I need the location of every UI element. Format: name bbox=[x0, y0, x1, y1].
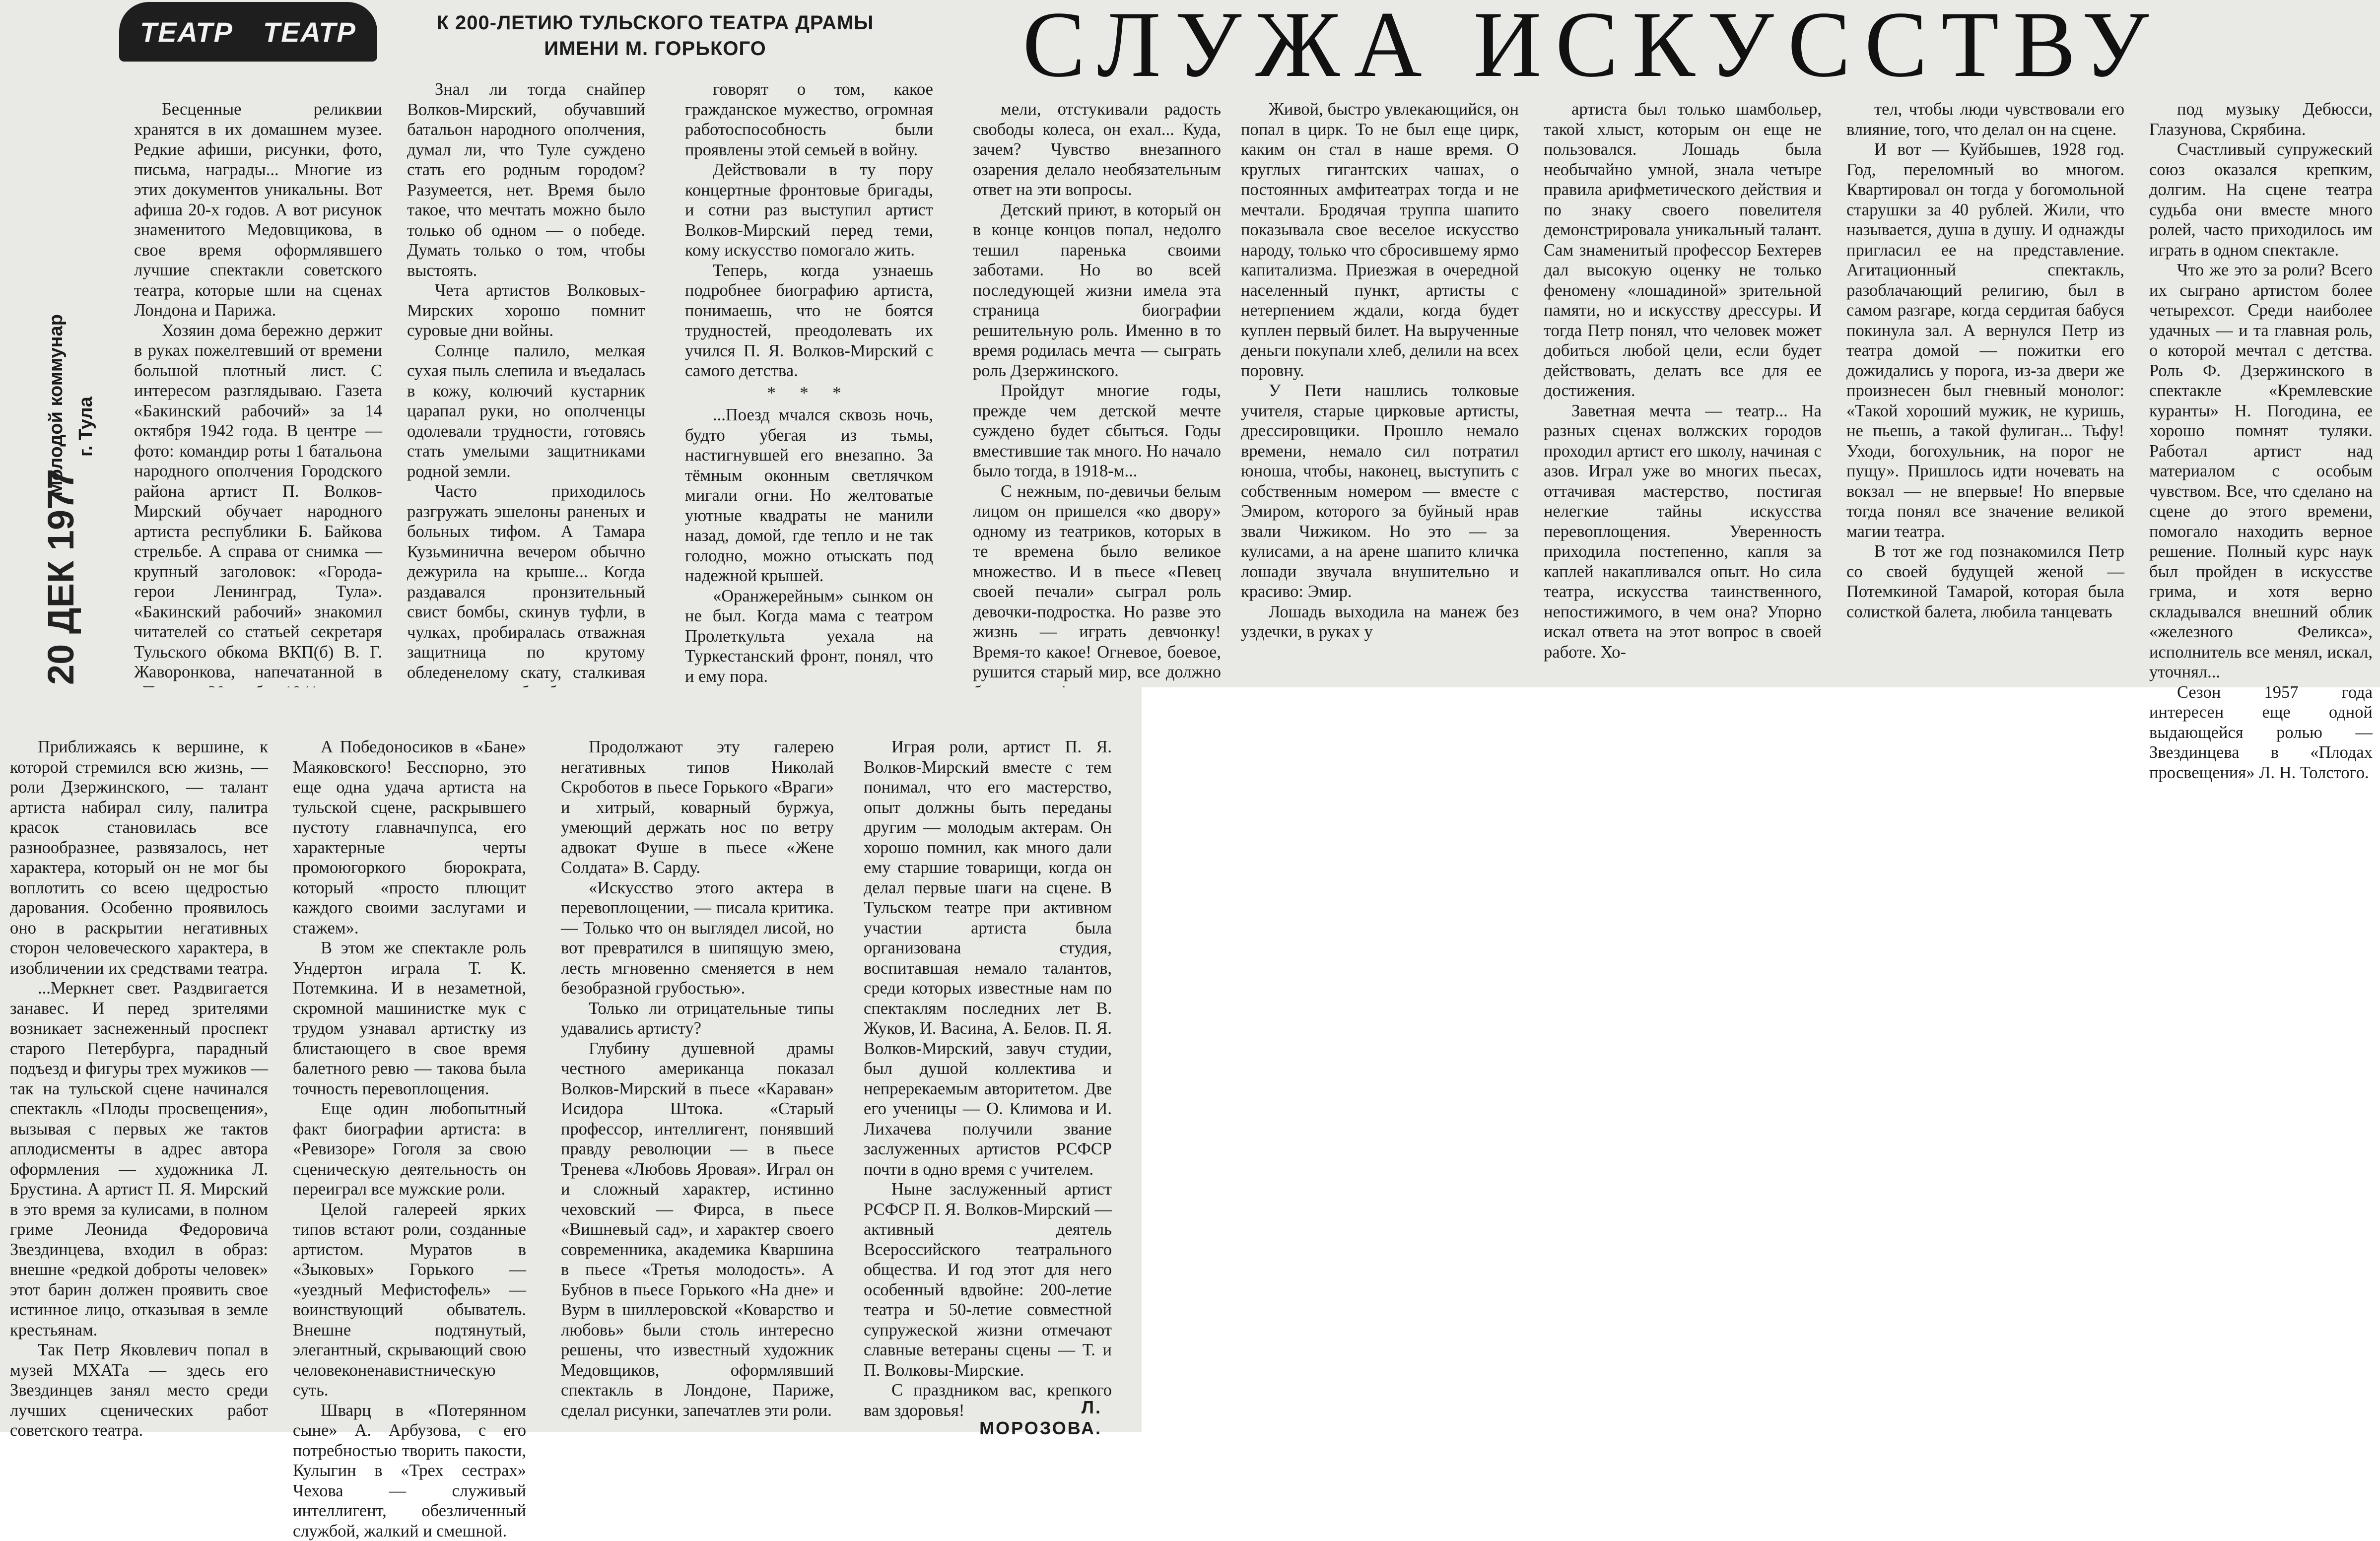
badge-label-right: ТЕАТР bbox=[263, 16, 356, 48]
supertitle-line-1: К 200-ЛЕТИЮ ТУЛЬСКОГО ТЕАТРА ДРАМЫ bbox=[407, 10, 903, 36]
paragraph: «Оранжерейным» сынком он не был. Когда мама с театром Пролеткульта уехала на Туркестанский фронт, понял, что и ему пора. bbox=[685, 586, 933, 687]
paragraph: Заветная мечта — театр... На разных сценах волжских городов проходил артист его школу, начиная с азов. Играл уже во многих пьесах, оттачивая мастерство, постигая нелегкие тайны искусства перевоплощения. Уверенность приходила постепенно, капля за каплей накапливался опыт. Но сила театра, искусства таинственного, непостижимого, в чем она? Упорно искал ответа на этот вопрос в своей работе. Хо- bbox=[1544, 401, 1822, 663]
paragraph: говорят о том, какое гражданское мужество, огромная работоспособность были проявлены этой семьей в войну. bbox=[685, 79, 933, 160]
top-column-1 bbox=[134, 99, 382, 685]
top-column-4 bbox=[973, 99, 1221, 685]
article-headline: СЛУЖА ИСКУССТВУ bbox=[1022, 0, 2373, 94]
article-supertitle bbox=[407, 10, 903, 62]
paragraph: Сезон 1957 года интересен еще одной выдающейся ролью — Звездинцева в «Плодах просвещения» Л. Н. Толстого. bbox=[2149, 682, 2373, 783]
newspaper-name: Молодой коммунар bbox=[46, 314, 67, 496]
top-column-6 bbox=[1544, 99, 1822, 685]
article-bottom-clipping bbox=[0, 687, 1142, 1432]
paragraph: Теперь, когда узнаешь подробнее биографию артиста, понимаешь, что не боятся трудностей, преодолевать их учился П. Я. Волков-Мирский с самого детства. bbox=[685, 261, 933, 381]
paragraph: Детский приют, в который он в конце концов попал, недолго тешил паренька своими заботами. Но во всей последующей жизни имела эта страница биографии решительную роль. Именно в то время родилась мечта — сыграть роль Дзержинского. bbox=[973, 200, 1221, 381]
date-stamp bbox=[25, 496, 84, 685]
date-stamp-text: 20 ДЕК 1977 bbox=[40, 469, 82, 685]
paragraph: Что же это за роли? Всего их сыграно артистом более четырехсот. Среди наиболее удачных — и та главная роль, о которой мечтал с детства. Роль Ф. Дзержинского в спектакле «Кремлевские куранты» Н. Погодина, ее хорошо помнят туляки. Работал артист над материалом с особым чувством. Все, что сделано на сцене до этого времени, помогало находить верное решение. Полный курс наук был пройден в искусстве грима, и хотя верно складывался внешний облик «железного Феликса», исполнитель все менял, искал, уточнял... bbox=[2149, 260, 2373, 682]
badge-label-left: ТЕАТР bbox=[140, 16, 233, 48]
paragraph: Часто приходилось разгружать эшелоны раненых и больных тифом. А Тамара Кузьминична вечером обычно дежурила на крыше... Когда раздавался пронзительный свист бомбы, скинув туфли, в чулках, пробиралась отважная защитница по крутому обледенелому скату, сталкивая bbox=[407, 481, 645, 703]
paragraph: Знал ли тогда снайпер Волков-Мирский, обучавший батальон народного ополчения, думал ли, что Туле суждено стать его родным городом? Разумеется, нет. Время было такое, что мечтать можно было только об одном — о победе. Думать только о том, чтобы выстоять. bbox=[407, 79, 645, 280]
bottom-column-3 bbox=[561, 737, 834, 1422]
supertitle-line-2: ИМЕНИ М. ГОРЬКОГО bbox=[407, 36, 903, 62]
section-badge bbox=[119, 2, 377, 62]
paragraph: Еще один любопытный факт биографии артиста: в «Ревизоре» Гоголя за свою сценическую деятельность он переиграл все мужские роли. bbox=[293, 1099, 526, 1200]
top-column-3 bbox=[685, 79, 933, 685]
paragraph: Ныне заслуженный артист РСФСР П. Я. Волков-Мирский — активный деятель Всероссийского театрального общества. И год этот для него особенный вдвойне: 200-летие театра и 50-летие совместной супружеской жизни отмечают славные ветераны сцены — Т. и П. Волковы-Мирские. bbox=[864, 1179, 1112, 1380]
article-top-clipping bbox=[0, 0, 2380, 687]
paragraph: Лошадь выходила на манеж без уздечки, в руках у bbox=[1241, 602, 1519, 642]
paragraph: артиста был только шамбольер, такой хлыст, которым он еще не пользовался. Лошадь была необычайно умной, знала четыре правила арифметического действия и по знаку своего повелителя демонстрировала уникальный талант. Сам знаменитый профессор Бехтерев дал высокую оценку не только феномену «лошадиной» зрительной памяти, но и искусству дрессуры. И тогда Петр понял, что человек может добиться любой цели, если будет действовать, делать все для ее достижения. bbox=[1544, 99, 1822, 401]
paragraph: В тот же год познакомился Петр со своей будущей женой — Потемкиной Тамарой, которая была солисткой балета, любила танцевать bbox=[1846, 541, 2124, 622]
paragraph: В этом же спектакле роль Ундертон играла Т. К. Потемкина. И в незаметной, скромной машинистке мук с трудом узнавал артистку из блистающего в свое время балетного ревю — такова была точность перевоплощения. bbox=[293, 938, 526, 1099]
paragraph: Пройдут многие годы, прежде чем детской мечте суждено будет сбыться. Годы вместившие так много. Но начало было тогда, в 1918-м... bbox=[973, 381, 1221, 481]
paragraph: Целой галереей ярких типов встают роли, созданные артистом. Муратов в «Зыковых» Горького — «уездный Мефистофель» — воинствующий обыватель. Внешне подтянутый, элегантный, скрывающий свою человеконенавистническую суть. bbox=[293, 1200, 526, 1401]
paragraph: Так Петр Яковлевич попал в музей МХАТа — здесь его Звездинцев занял место среди лучших сценических работ советского театра. bbox=[10, 1340, 268, 1441]
bottom-column-1 bbox=[10, 737, 268, 1422]
paragraph: Бесценные реликвии хранятся в их домашнем музее. Редкие афиши, рисунки, фото, письма, награды... Многие из этих документов уникальны. Вот афиша 20-х годов. А вот рисунок знаменитого Медовщикова, в свое время оформлявшего лучшие спектакли советского театра, которые шли на сценах Лондона и Парижа. bbox=[134, 99, 382, 321]
paragraph: Только ли отрицательные типы удавались артисту? bbox=[561, 999, 834, 1039]
paragraph: «Искусство этого актера в перевоплощении, — писала критика. — Только что он выглядел лисой, но вот превратился в шипящую змею, лесть мгновенно сменяется в нем безобразной грубостью». bbox=[561, 878, 834, 999]
top-column-5 bbox=[1241, 99, 1519, 685]
paragraph: А Победоносиков в «Бане» Маяковского! Бесспорно, это еще одна удача артиста на тульской сцене, раскрывшего пустоту главначпупса, его характерные черты промоюгоркого бюрократа, который «просто плющит каждого своими заслугами и стажем». bbox=[293, 737, 526, 938]
paragraph: Солнце палило, мелкая сухая пыль слепила и въедалась в кожу, колючий кустарник царапал руки, но ополченцы одолевали трудности, готовясь стать умелыми защитниками родной земли. bbox=[407, 341, 645, 482]
paragraph: Счастливый супружеский союз оказался крепким, долгим. На сцене театра судьба они вместе много ролей, часто приходилось им играть в одном спектакле. bbox=[2149, 139, 2373, 260]
paragraph: С нежным, по-девичьи белым лицом он пришелся «ко двору» одному из театриков, которых в те времена было великое множество. И в пьесе «Певец своей печали» сыграл роль девочки-подростка. Но разве это жизнь — играть девчонку! Время-то какое! Огневое, боевое, рушится старый мир, все должно bbox=[973, 481, 1221, 703]
paragraph: Глубину душевной драмы честного американца показал Волков-Мирский в пьесе «Караван» Исидора Штока. «Старый профессор, интеллигент, понявший правду революции — в пьесе Тренева «Любовь Яровая». Играл он и сложный характер, истинно чеховский — Фирса, в пьесе «Вишневый сад», и характер своего современника, академика Кваршина в пьесе «Третья молодость». А Бубнов в пьесе Горького «На дне» и Вурм в шиллеровской «Коварство и любовь» были столь интересно решены, что известный художник Медовщиков, оформлявший спектакль в Лондоне, Париже, сделал рисунки, запечатлев эти роли. bbox=[561, 1039, 834, 1421]
paragraph: И вот — Куйбышев, 1928 год. Год, переломный во многом. Квартировал он тогда у богомольной старушки за 40 рублей. Жили, что называется, душа в душу. И однажды пригласил ее на представление. Агитационный спектакль, разоблачающий религию, был в самом разгаре, когда сердитая бабуся покинула зал. А вернулся Петр из театра домой — пожитки его дожидались у порога, из-за двери же произнесен был гневный монолог: «Такой хороший мужик, не куришь, не пьешь, а такой фулиган... Тьфу! Уходи, богохульник, на порог не пущу». Пришлось идти ночевать на вокзал — не впервые! Но впервые тогда понял все значение великой магии театра. bbox=[1846, 139, 2124, 541]
paragraph: Чета артистов Волковых-Мирских хорошо помнит суровые дни войны. bbox=[407, 280, 645, 341]
newspaper-city: г. Тула bbox=[75, 397, 97, 457]
paragraph: Хозяин дома бережно держит в руках пожелтевший от времени большой плотный лист. С интересом разглядываю. Газета «Бакинский рабочий» за 14 октября 1942 года. В центре — фото: командир роты 1 батальона народного ополчения Городского района артист П. Волков-Мирский обучает народного артиста республики Б. Байкова стрельбе. А справа от снимка — крупный заголовок: «Города-герои Ленинград, Тула». «Бакинский рабочий» знакомил читателей со статьей секретаря Тульского обкома ВКП(б) В. Г. Жаворонкова, напечатанной в bbox=[134, 321, 382, 703]
paragraph: С праздником вас, крепкого вам здоровья! bbox=[864, 1380, 1112, 1420]
paragraph: ...Поезд мчался сквозь ночь, будто убегая из тьмы, настигнувшей его внезапно. За тёмным оконным светлячком мигали огни. Но желтоватые уютные квадраты не манили назад, домой, где тепло и не так голодно, можно отыскать под надежной крышей. bbox=[685, 405, 933, 586]
paragraph: Шварц в «Потерянном сыне» А. Арбузова, с его потребностью творить пакости, Кулыгин в «Трех сестрах» Чехова — служивый интеллигент, обезличенный службой, жалкий и смешной. bbox=[293, 1401, 526, 1541]
top-column-8 bbox=[2149, 99, 2373, 685]
paragraph: мели, отстукивали радость свободы колеса, он ехал... Куда, зачем? Чувство внезапного озарения делало необязательным ответ на эти вопросы. bbox=[973, 99, 1221, 200]
paragraph: У Пети нашлись толковые учителя, старые цирковые артисты, дрессировщики. Прошло немало времени, немало сил потратил юноша, чтобы, наконец, выступить с собственным номером — вместе с Эмиром, которого за буйный нрав звали Чижиком. Но это — за кулисами, а на арене шапито кличка лошади звучала внушительно и красиво: Эмир. bbox=[1241, 381, 1519, 602]
paragraph: под музыку Дебюсси, Глазунова, Скрябина. bbox=[2149, 99, 2373, 139]
top-column-7 bbox=[1846, 99, 2124, 685]
author-signature: Л. МОРОЗОВА. bbox=[953, 1397, 1102, 1439]
paragraph: ...Меркнет свет. Раздвигается занавес. И перед зрителями возникает заснеженный проспект старого Петербурга, парадный подъезд и фигуры трех мужиков — так на тульской сцене начинался спектакль «Плоды просвещения», вызывая с первых же тактов аплодисменты в адрес автора оформления — художника Л. Брустина. А артист П. Я. Мирский в это время за кулисами, в полном гриме Леонида Федоровича Звездинцева, входил в образ: внешне «редкой доброты человек» этот барин должен проявить свое истинное лицо, отказывая в земле крестьянам. bbox=[10, 978, 268, 1340]
paragraph: Действовали в ту пору концертные фронтовые бригады, и сотни раз выступил артист Волков-Мирский перед теми, кому искусство помогало жить. bbox=[685, 160, 933, 261]
paragraph: тел, чтобы люди чувствовали его влияние, того, что делал он на сцене. bbox=[1846, 99, 2124, 139]
paragraph: Продолжают эту галерею негативных типов Николай Скроботов в пьесе Горького «Враги» и хитрый, коварный буржуа, умеющий держать нос по ветру адвокат Фуше в пьесе «Жене Солдата» В. Сарду. bbox=[561, 737, 834, 878]
paragraph: Живой, быстро увлекающийся, он попал в цирк. То не был еще цирк, каким он стал в наше время. О круглых гигантских чашах, о постоянных амфитеатрах тогда и не мечтали. Бродячая труппа шапито показывала свое веселое искусство народу, только что сбросившему ярмо капитализма. Приезжая в очередной населенный пункт, артисты с нетерпением ждали, когда будет куплен первый билет. На вырученные деньги покупали хлеб, делили на всех поровну. bbox=[1241, 99, 1519, 381]
section-separator: * * * bbox=[685, 383, 933, 403]
bottom-column-4 bbox=[864, 737, 1112, 1392]
paragraph: Приближаясь к вершине, к которой стремился всю жизнь, — роли Дзержинского, — талант артиста набирал силу, палитра красок становилась все разнообразнее, развязалось, нет характера, который он не мог бы воплотить со всею щедростью дарования. Особенно проявилось оно в раскрытии негативных сторон человеческого характера, в изобличении их средствами театра. bbox=[10, 737, 268, 978]
bottom-column-2 bbox=[293, 737, 526, 1422]
top-column-2 bbox=[407, 79, 645, 685]
paragraph: Играя роли, артист П. Я. Волков-Мирский вместе с тем понимал, что его мастерство, опыт должны быть переданы другим — молодым актерам. Он хорошо помнил, как много дали ему старшие товарищи, когда он делал первые шаги на сцене. В Тульском театре при активном участии артиста была организована студия, воспитавшая немало талантов, среди которых известные нам по спектаклям последних лет В. Жуков, И. Васина, А. Белов. П. Я. Волков-Мирский, завуч студии, был душой коллектива и непререкаемым авторитетом. Две его ученицы — О. Климова и И. Лихачева получили звание заслуженных артистов РСФСР почти в одно время с учителем. bbox=[864, 737, 1112, 1179]
